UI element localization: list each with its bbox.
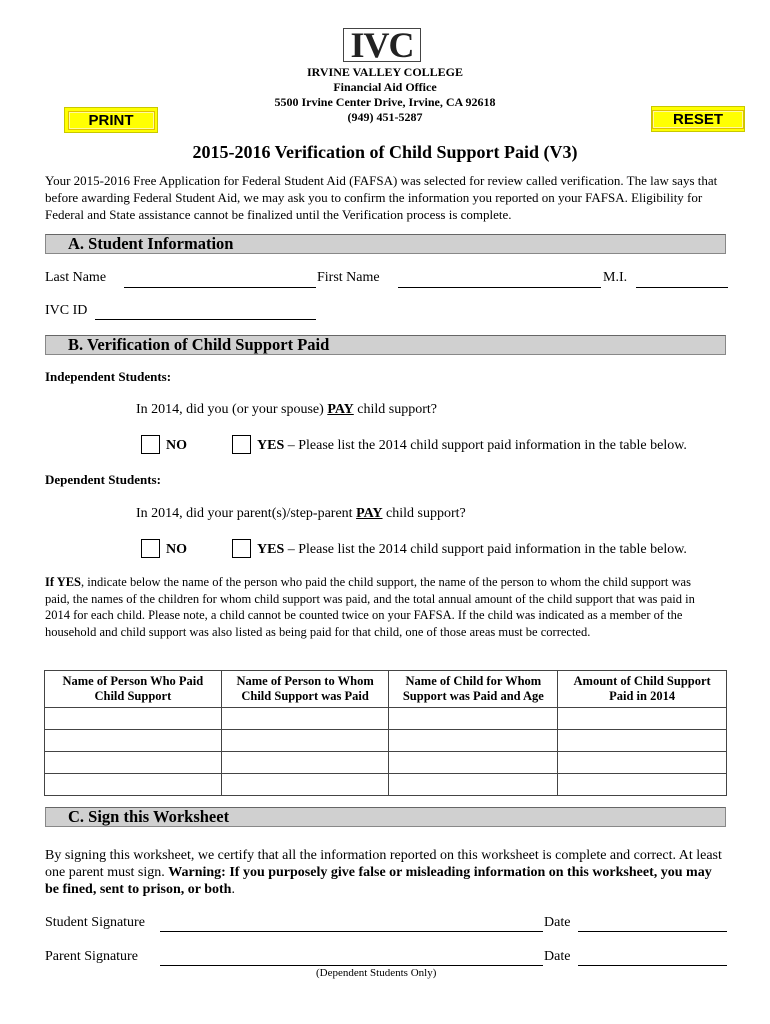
table-cell[interactable] [45, 752, 222, 774]
dependent-no-checkbox[interactable] [141, 539, 160, 558]
office-address: 5500 Irvine Center Drive, Irvine, CA 92618 [274, 95, 496, 109]
certification-warning: Warning: If you purposely give false or misleading information on this worksheet, you may be fined, sent to prison, or both [45, 865, 712, 897]
table-row [45, 774, 727, 796]
if-yes-instructions [45, 574, 715, 640]
if-yes-bold: If YES [45, 575, 82, 589]
table-cell[interactable] [45, 708, 222, 730]
yes-instruction: – Please list the 2014 child support paid information in the table below. [284, 438, 687, 453]
section-c-header [45, 807, 726, 827]
header-payer: Name of Person Who Paid Child Support [45, 671, 222, 708]
dependent-students-label: Dependent Students: [45, 472, 161, 487]
question-suffix: child support? [353, 402, 437, 417]
parent-signature-field[interactable] [160, 965, 543, 966]
table-cell[interactable] [558, 774, 727, 796]
student-date-label: Date [544, 915, 571, 930]
table-row [45, 730, 727, 752]
dependent-question-text: In 2014, did your parent(s)/step-parent [136, 506, 357, 521]
student-signature-field[interactable] [160, 931, 543, 932]
dependent-question [136, 506, 466, 522]
independent-yes-label [257, 438, 687, 454]
pay-emphasis: PAY [327, 402, 354, 417]
independent-no-checkbox[interactable] [141, 435, 160, 454]
student-date-field[interactable] [578, 931, 727, 932]
header-child: Name of Child for Whom Support was Paid and Age [389, 671, 558, 708]
header-amount: Amount of Child Support Paid in 2014 [558, 671, 727, 708]
print-button-label: PRINT [68, 111, 155, 130]
last-name-field[interactable] [124, 287, 316, 288]
parent-date-label: Date [544, 949, 571, 964]
table-row [45, 708, 727, 730]
parent-signature-label: Parent Signature [45, 949, 138, 964]
dependent-no-label: NO [166, 542, 187, 557]
independent-students-label: Independent Students: [45, 369, 172, 384]
table-cell[interactable] [558, 708, 727, 730]
table-cell[interactable] [221, 752, 389, 774]
student-signature-label: Student Signature [45, 915, 145, 930]
ivc-logo: IVC [343, 28, 421, 62]
office-name: Financial Aid Office [333, 80, 437, 94]
dependent-students-note: (Dependent Students Only) [316, 967, 437, 979]
certification-paragraph [45, 847, 725, 898]
child-support-table [44, 670, 727, 796]
yes-instruction: – Please list the 2014 child support paid information in the table below. [284, 542, 687, 557]
section-a-title: A. Student Information [68, 234, 234, 253]
independent-no-label: NO [166, 438, 187, 453]
first-name-label: First Name [317, 270, 380, 285]
section-b-header [45, 335, 726, 355]
table-row [45, 752, 727, 774]
intro-paragraph: Your 2015-2016 Free Application for Federal Student Aid (FAFSA) was selected for review called verification. The law says that before awarding Federal Student Aid, we may ask you to confirm the information you reported on your FAFSA. Eligibility for Federal and State assistance cannot be finalized until the Verification process is complete. [45, 173, 718, 222]
yes-bold: YES [257, 438, 285, 453]
section-b-title: B. Verification of Child Support Paid [68, 335, 330, 354]
table-cell[interactable] [389, 774, 558, 796]
if-yes-text: , indicate below the name of the person who paid the child support, the name of the person to whom the child support was paid, the names of the children for whom child support was paid, and the total annual amount of the child support that was paid in 2014 for each child. Please note, a child cannot be counted twice on your FAFSA. If the child was indicated as a member of the household and child support was also listed as being paid for that child, one of those areas must be corrected. [45, 575, 695, 639]
dependent-yes-label [257, 542, 687, 558]
independent-question [136, 402, 437, 418]
yes-bold: YES [257, 542, 285, 557]
last-name-label: Last Name [45, 270, 107, 285]
pay-emphasis: PAY [356, 506, 383, 521]
header-payee: Name of Person to Whom Child Support was Paid [221, 671, 389, 708]
mi-field[interactable] [636, 287, 728, 288]
section-c-title: C. Sign this Worksheet [68, 807, 230, 826]
reset-button-label: RESET [652, 110, 744, 129]
mi-label: M.I. [603, 270, 628, 285]
table-cell[interactable] [389, 752, 558, 774]
first-name-field[interactable] [398, 287, 601, 288]
print-button[interactable] [64, 107, 158, 133]
table-header-row [45, 671, 727, 708]
table-cell[interactable] [45, 774, 222, 796]
independent-question-text: In 2014, did you (or your spouse) [136, 402, 328, 417]
section-a-header [45, 234, 726, 254]
independent-yes-checkbox[interactable] [232, 435, 251, 454]
table-cell[interactable] [389, 730, 558, 752]
table-cell[interactable] [221, 774, 389, 796]
question-suffix: child support? [382, 506, 466, 521]
table-cell[interactable] [221, 730, 389, 752]
table-cell[interactable] [558, 752, 727, 774]
parent-date-field[interactable] [578, 965, 727, 966]
table-cell[interactable] [558, 730, 727, 752]
reset-button[interactable] [651, 106, 745, 132]
table-cell[interactable] [221, 708, 389, 730]
office-phone: (949) 451-5287 [347, 110, 423, 124]
certification-end: . [231, 882, 235, 897]
college-name: IRVINE VALLEY COLLEGE [306, 65, 464, 79]
certification-text: By signing this worksheet, we certify that all the information reported on this worksheet is complete and correct. At least one parent must sign. [45, 848, 722, 880]
form-title: 2015-2016 Verification of Child Support Paid (V3) [192, 142, 578, 162]
ivc-id-label: IVC ID [45, 303, 88, 318]
ivc-id-field[interactable] [95, 319, 316, 320]
table-cell[interactable] [45, 730, 222, 752]
table-cell[interactable] [389, 708, 558, 730]
dependent-yes-checkbox[interactable] [232, 539, 251, 558]
